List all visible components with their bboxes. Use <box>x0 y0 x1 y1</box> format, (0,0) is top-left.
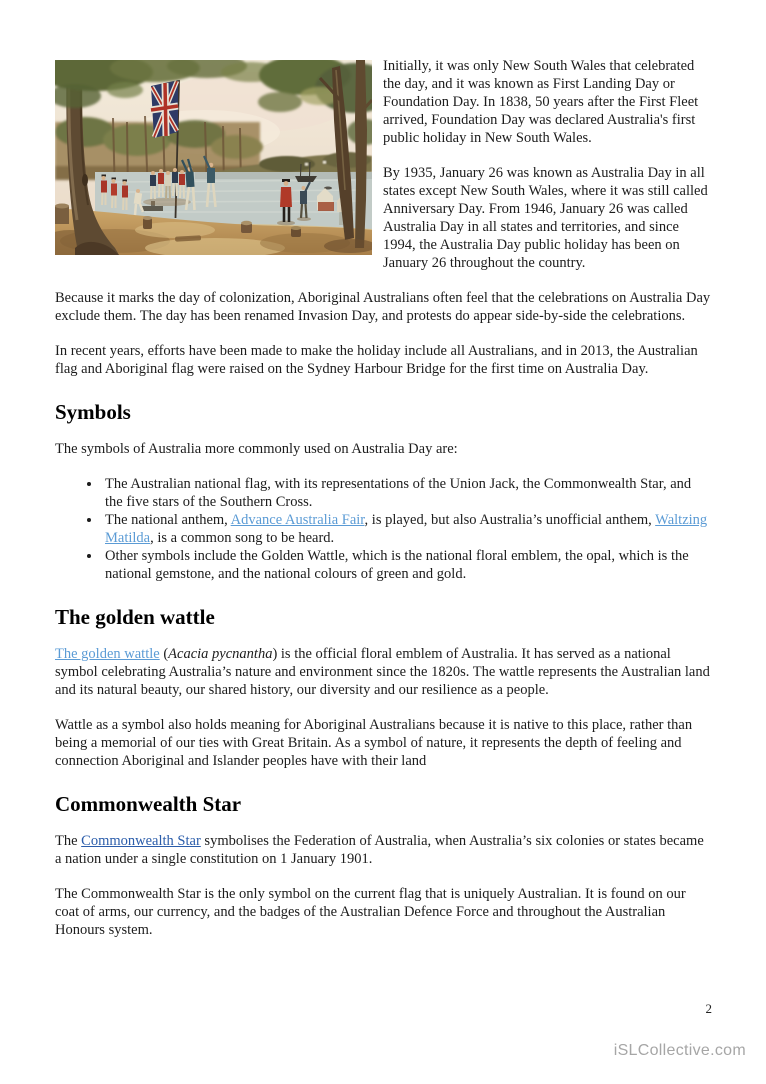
wattle-text-post: ) is the official floral emblem of Australia. It has served as a national symbol celebrating Australia’s nature and environment since the 1820s. The wattle represents the Australian land and its natural beauty, our shared history, our diversity and our resilience as a people. <box>55 646 710 698</box>
golden-wattle-heading: The golden wattle <box>55 605 215 629</box>
symbols-bullet-flag: • The Australian national flag, with its representations of the Union Jack, the Commonwealth Star, and the five stars of the Southern Cross. <box>102 475 712 511</box>
golden-wattle-link[interactable]: The golden wattle <box>55 646 160 662</box>
intro-paragraph-3: Because it marks the day of colonization, Aboriginal Australians often feel that the celebrations on Australia Day exclude them. The day has been renamed Invasion Day, and protests do appear side-by-side the celebrations. <box>55 290 711 324</box>
commonwealth-star-heading: Commonwealth Star <box>55 792 242 816</box>
intro-paragraph-4: In recent years, efforts have been made to make the holiday include all Australians, and in 2013, the Australian flag and Aboriginal flag were raised on the Sydney Harbour Bridge for the first time on Australia Day. <box>55 343 698 377</box>
acacia-pycnantha-italic: Acacia pycnantha <box>168 646 273 662</box>
star-text-pre: The <box>55 833 82 849</box>
star-paragraph-2: The Commonwealth Star is the only symbol on the current flag that is uniquely Australian. It is found on our coat of arms, our currency, and the badges of the Australian Defence Force and throughout the Australian Honours system. <box>55 886 686 938</box>
symbols-list <box>55 475 712 583</box>
islcollective-watermark: iSLCollective.com <box>613 1042 746 1059</box>
anthem-text-mid: , is played, but also Australia’s unofficial anthem, <box>364 512 656 528</box>
union-jack-flag <box>151 80 178 138</box>
wattle-paragraph-1 <box>55 645 712 699</box>
commonwealth-star-link[interactable]: Commonwealth Star <box>81 833 201 849</box>
intro-paragraph-1: Initially, it was only New South Wales that celebrated the day, and it was known as First Landing Day or Foundation Day. In 1838, 50 years after the First Fleet arrived, Foundation Day was declared Australia's first public holiday in New South Wales. <box>383 58 699 146</box>
symbols-heading: Symbols <box>55 400 131 424</box>
painting-illustration <box>55 60 372 255</box>
wattle-paragraph-2: Wattle as a symbol also holds meaning for Aboriginal Australians because it is native to this place, rather than being a memorial of our ties with Great Britain. As a symbol of nature, it represents the depth of feeling and connection Aboriginal and Islander peoples have with their land <box>55 717 693 769</box>
wattle-text-mid: ( <box>159 646 169 662</box>
advance-australia-fair-link[interactable]: Advance Australia Fair <box>230 512 365 528</box>
article-body <box>55 57 712 956</box>
anthem-text-post: , is a common song to be heard. <box>150 530 335 546</box>
symbols-lead: The symbols of Australia more commonly used on Australia Day are: <box>55 441 458 457</box>
page-number: 2 <box>705 1001 712 1016</box>
waltzing-matilda-link[interactable]: Waltzing Matilda <box>105 512 708 546</box>
intro-paragraph-2: By 1935, January 26 was known as Australia Day in all states except New South Wales, where it was still called Anniversary Day. From 1946, January 26 was called Australia Day in all states and territories, and since 1994, the Australia Day public holiday has been on January 26 throughout the country. <box>383 165 708 271</box>
symbols-bullet-anthem <box>102 511 712 547</box>
star-paragraph-1 <box>55 832 712 868</box>
founding-of-australia-painting <box>55 60 372 255</box>
symbols-bullet-other: • Other symbols include the Golden Wattle, which is the national floral emblem, the opal, which is the national gemstone, and the national colours of green and gold. <box>102 547 712 583</box>
anthem-text-pre: The national anthem, <box>105 512 231 528</box>
star-text-post: symbolises the Federation of Australia, when Australia’s six colonies or states became a nation under a single constitution on 1 January 1901. <box>55 833 704 867</box>
